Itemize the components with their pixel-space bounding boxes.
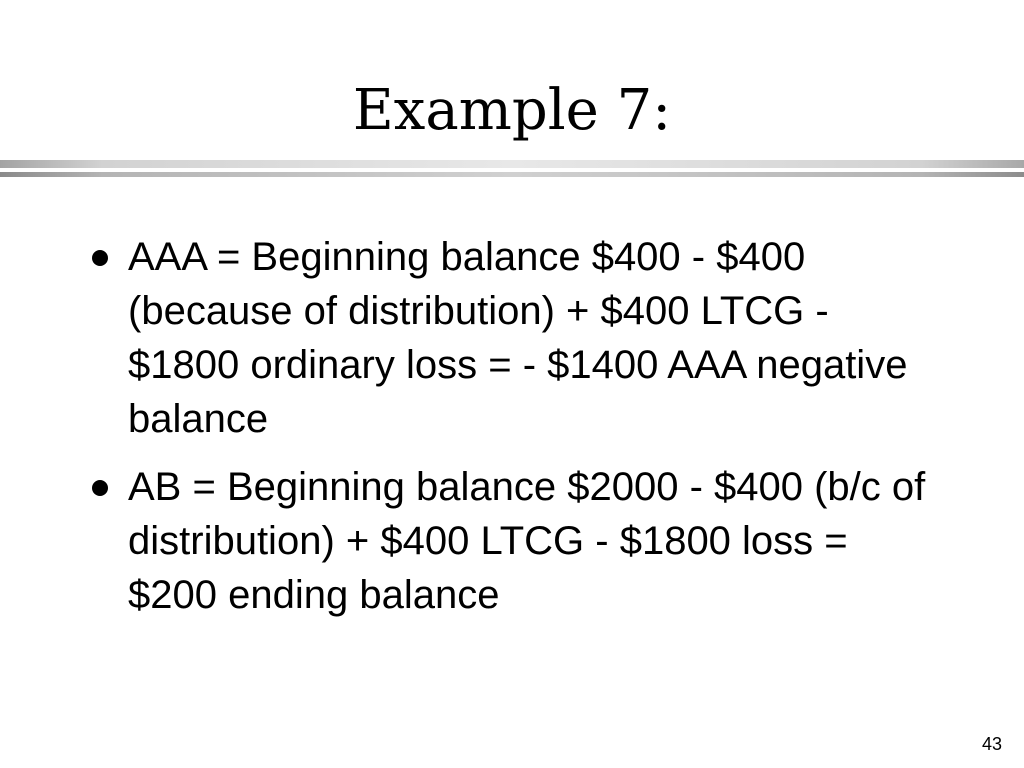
slide-title: Example 7: — [352, 78, 672, 143]
bullet-item-ab — [90, 460, 940, 622]
bullet-dot-icon — [92, 480, 108, 496]
bullet-text-ab: AB = Beginning balance $2000 - $400 (b/c of distribution) + $400 LTCG - $1800 loss = $200 ending balance — [128, 465, 926, 617]
title-divider-dark — [0, 172, 1024, 177]
bullet-dot-icon — [92, 250, 108, 266]
bullet-item-aaa — [90, 230, 940, 446]
bullet-list — [90, 230, 940, 636]
bullet-text-aaa: AAA = Beginning balance $400 - $400 (because of distribution) + $400 LTCG - $1800 ordinary loss = - $1400 AAA negative balance — [128, 235, 908, 441]
title-divider-light — [0, 160, 1024, 168]
page-number: 43 — [981, 734, 1002, 754]
